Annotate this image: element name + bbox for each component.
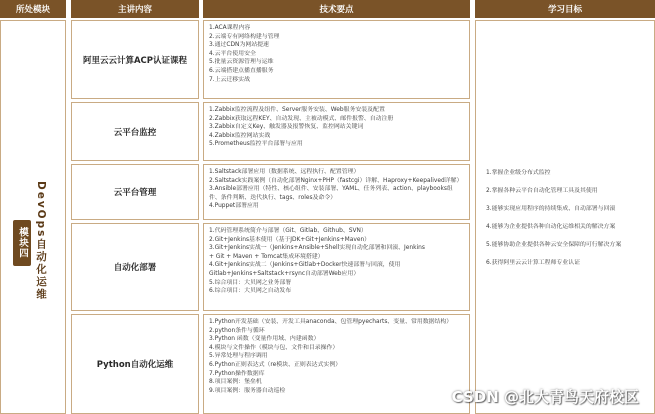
goal-item: 6.获得阿里云云计算工程师专业认证 [486, 260, 580, 266]
points-cell-manage: 1.Saltstack部署应用（数据系统、远程执行、配置管理） 2.Saltstack实践案例（自动化部署Nginx+PHP（fastcgi）详解、Haproxy+Keepalived详解） 3.Ansible部署应用（特性、核心组件、安装部署、YAML、任务列表、action、playbooks组 件、条件判断、迭代执行、tags、roles及命令） 4.Puppet部署应用 [203, 164, 470, 220]
goal-item: 3.能够实现应用程序的持续集成、自动部署与回滚 [486, 206, 616, 212]
topic-cell-python: Python自动化运维 [71, 314, 199, 414]
header-goals: 学习目标 [475, 0, 655, 18]
module-badge: 模块四 [13, 220, 31, 266]
goal-item: 5.能够协助企业提供各种云安全保障的可行解决方案 [486, 242, 622, 248]
module-name: DevOps自动化运维 [35, 181, 47, 301]
module-cell [0, 20, 66, 414]
points-cell-acp: 1.ACA课程内容 2.云端专有网络构建与管理 3.通过CDN为网站提速 4.云平台使用安全 5.批量云资源管理与运维 6.云端搭建点播直播服务 7.上云迁移实战 [203, 20, 470, 99]
points-cell-deploy: 1.代码管理系统简介与部署（Git、Gitlab、Github、SVN） 2.Git+Jenkins基本使用（基于JDK+Git+Jenkins+Maven） 3.Git+Jenkins实战一（Jenkins+Ansible+Shell实现自动化部署和回滚、Jenkins + Git + Maven + Tomcat集成环境搭建） 4.Git+Jenkins实战二（Jenkins+Gitlab+Docker快速部署与回滚，使用 Gitlab+Jenkins+Saltstack+rsync自动部署Web应用） 5.综合项目：大贝网之业务部署 6.综合项目：大贝网之自动发布 [203, 223, 470, 311]
watermark-text: CSDN @北大青鸟天府校区 [451, 388, 639, 406]
points-cell-monitor: 1.Zabbix监控流程及组件、Server服务安装、Web服务安装及配置 2.Zabbix获取远程KEY、自动发现、主被动模式、邮件报警、自动注册 3.Zabbix自定义Key、触发器及报警恢复、监控网站关键词 4.Zabbix监控网站实战 5.Prometheus监控平台部署与应用 [203, 102, 470, 161]
topic-cell-manage: 云平台管理 [71, 164, 199, 220]
topic-cell-deploy: 自动化部署 [71, 223, 199, 311]
goal-item: 1.掌握企业级分布式监控 [486, 170, 551, 176]
header-points: 技术要点 [203, 0, 470, 18]
topic-cell-monitor: 云平台监控 [71, 102, 199, 161]
points-cell-python: 1.Python开发基础（安装、开发工具anaconda、包管理pyecharts、变量、常用数据结构） 2.python条件与循环 3.Python 函数（变量作用域、内建函数） 4.模块与文件操作（模块与包、文件和目录操作） 5.异常处理与程序调用 6.Python正则表达式（re模块、正则表达式实例） 7.Python操作数据库 8.项目案例：堡垒机 9.项目案例：服务器自动巡检 [203, 314, 470, 414]
header-topic: 主讲内容 [71, 0, 199, 18]
goals-cell [475, 20, 655, 414]
goal-item: 4.能够为企业提供各种自动化运维相关的解决方案 [486, 224, 616, 230]
goal-item: 2.掌握各种云平台自动化管理工具及其使用 [486, 188, 598, 194]
topic-cell-acp: 阿里云云计算ACP认证课程 [71, 20, 199, 99]
header-module: 所处模块 [0, 0, 66, 18]
